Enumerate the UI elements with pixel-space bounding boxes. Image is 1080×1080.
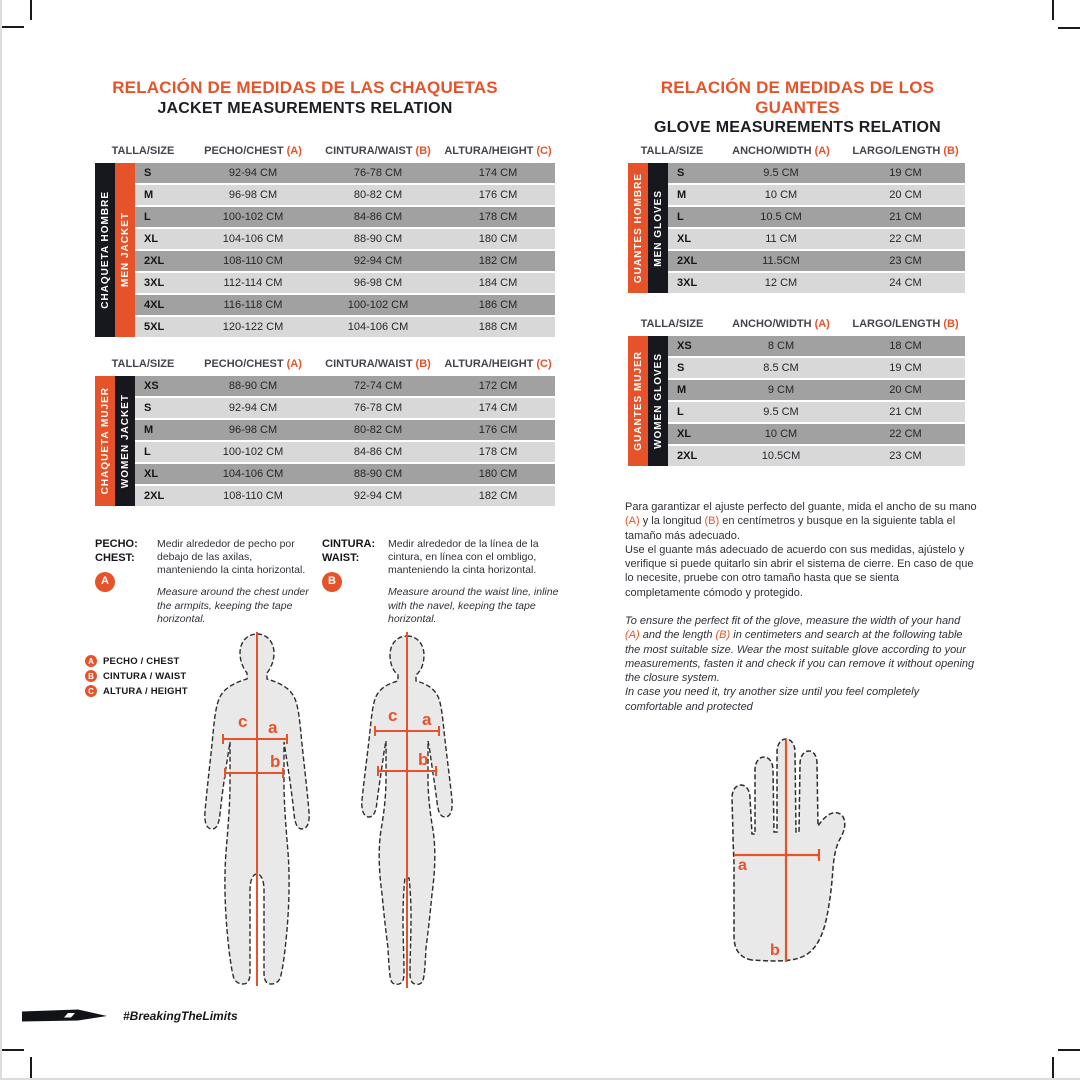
waist-measure-note [322,538,560,626]
jacket-title-es: RELACIÓN DE MEDIDAS DE LAS CHAQUETAS [112,78,498,97]
size-cell: XL [677,233,692,245]
header-length: LARGO/LENGTH (B) [852,144,959,157]
table-row [668,424,965,444]
length-cell: 18 CM [889,340,922,352]
table-row [135,486,555,506]
crop-mark-bottom-left-h [0,1049,24,1051]
hand-figure [732,739,845,961]
size-cell: M [677,384,687,396]
table-row [668,336,965,356]
table-header-row [95,356,555,371]
chest-cell: 88-90 CM [228,380,278,392]
table-row [135,398,555,418]
legend-label: CINTURA / WAIST [103,670,187,682]
length-cell: 21 CM [889,211,922,223]
length-cell: 23 CM [889,255,922,267]
side-label-es: CHAQUETA MUJER [95,376,115,506]
chest-cell: 120-122 CM [222,321,284,333]
waist-cell: 84-86 CM [353,446,403,458]
header-size: TALLA/SIZE [640,317,704,330]
glove-note-en-p2: In case you need it, try another size until you feel completely comfortable and protected [625,686,920,713]
header-chest: PECHO/CHEST (A) [204,144,302,157]
table-row [668,380,965,400]
glove-title-en: GLOVE MEASUREMENTS RELATION [654,119,941,137]
figure-label-a: a [268,718,278,737]
figure-label-a: a [422,710,432,729]
chest-cell: 96-98 CM [228,424,278,436]
crop-mark-top-left-v [30,0,32,20]
length-cell: 23 CM [889,450,922,462]
size-cell: XS [677,340,692,352]
height-cell: 174 CM [478,167,518,179]
height-cell: 180 CM [478,233,518,245]
size-cell: 3XL [144,277,165,289]
chest-label-es: PECHO: [95,538,138,550]
size-cell: 3XL [677,277,698,289]
glove-label-a: a [738,857,747,874]
side-label-en: WOMEN GLOVES [648,336,668,466]
height-cell: 182 CM [478,255,518,267]
size-cell: S [144,167,152,179]
size-cell: M [144,424,154,436]
waist-cell: 104-106 CM [347,321,409,333]
table-side-labels [95,376,135,506]
length-cell: 19 CM [889,167,922,179]
jacket-title-en: JACKET MEASUREMENTS RELATION [157,99,453,117]
figure-label-b: b [270,752,281,771]
width-cell: 8 CM [767,340,795,352]
legend-label: PECHO / CHEST [103,655,180,667]
legend-item-height [85,685,188,697]
height-cell: 182 CM [478,490,518,502]
chest-note-en: Measure around the chest under the armpits, keeping the tape horizontal. [157,586,309,625]
jacket-section-title [75,78,535,118]
length-cell: 20 CM [889,384,922,396]
waist-note-es: Medir alrededor de la línea de la cintura, en línea con el ombligo, manteniendo la cinta horizontal. [388,538,539,577]
length-cell: 21 CM [889,406,922,418]
waist-cell: 92-94 CM [353,490,403,502]
size-cell: 2XL [144,255,165,267]
table-row [668,358,965,378]
table-side-labels [628,163,668,293]
size-cell: 4XL [144,299,165,311]
size-cell: 2XL [144,490,165,502]
header-size: TALLA/SIZE [111,144,175,157]
table-row [668,251,965,271]
width-cell: 9 CM [767,384,795,396]
legend-item-chest [85,655,188,667]
width-cell: 11.5CM [762,255,800,267]
figure-label-b: b [418,750,429,769]
size-cell: L [144,211,151,223]
table-header-row [628,143,965,158]
side-label-en: MEN JACKET [115,163,135,337]
table-header-row [628,316,965,331]
height-cell: 178 CM [478,211,518,223]
size-cell: XL [677,428,692,440]
height-cell: 176 CM [478,424,518,436]
table-row [135,163,555,183]
crop-mark-top-right-v [1052,0,1054,20]
key-c-badge: C [85,685,97,697]
key-b-ref: (B) [704,515,720,528]
glove-women-table [628,316,965,466]
table-row [668,163,965,183]
table-row [668,185,965,205]
glove-men-table [628,143,965,293]
height-cell: 186 CM [478,299,518,311]
key-b-badge: B [85,670,97,682]
height-cell: 188 CM [478,321,518,333]
side-label-es: GUANTES HOMBRE [628,163,648,293]
glove-measurement-diagram [722,736,872,971]
height-cell: 176 CM [478,189,518,201]
table-row [668,229,965,249]
waist-label-en: WAIST: [322,551,360,564]
side-label-es: GUANTES MUJER [628,336,648,466]
key-a-ref: (A) [625,515,640,528]
size-cell: L [144,446,151,458]
width-cell: 10.5CM [761,450,801,462]
table-row [668,402,965,422]
header-chest: PECHO/CHEST (A) [204,357,302,370]
key-b-ref: (B) [715,629,731,642]
waist-cell: 100-102 CM [347,299,409,311]
width-cell: 9.5 CM [763,167,799,179]
jacket-men-table [95,143,555,337]
table-row [135,420,555,440]
key-a-badge: A [95,572,115,592]
table-row [135,295,555,315]
crop-mark-bottom-right-v [1052,1057,1054,1080]
waist-cell: 92-94 CM [353,255,403,267]
width-cell: 8.5 CM [763,362,799,374]
chest-cell: 108-110 CM [223,255,283,267]
size-cell: S [144,402,152,414]
waist-note-en: Measure around the waist line, inline with the navel, keeping the tape horizontal. [388,586,559,625]
legend-label: ALTURA / HEIGHT [103,685,188,697]
table-header-row [95,143,555,158]
height-cell: 178 CM [478,446,518,458]
key-b-badge: B [322,572,342,592]
glove-note-es-p1: Para garantizar el ajuste perfecto del guante, mida el ancho de su mano (A) y la longitud (B) en centímetros y busque en la siguiente tabla el tamaño más adecuado. [625,501,977,542]
header-size: TALLA/SIZE [111,357,175,370]
waist-label-es: CINTURA: [322,538,376,550]
table-row [135,251,555,271]
waist-cell: 76-78 CM [353,402,403,414]
chest-label-en: CHEST: [95,551,135,564]
chest-cell: 104-106 CM [222,468,284,480]
brand-swoosh-logo [22,1008,107,1024]
key-a-ref: (A) [625,629,640,642]
size-cell: XL [144,233,159,245]
glove-label-b: b [770,942,780,959]
header-length: LARGO/LENGTH (B) [852,317,959,330]
header-waist: CINTURA/WAIST (B) [325,144,431,157]
header-waist: CINTURA/WAIST (B) [325,357,431,370]
chest-note-es: Medir alrededor de pecho por debajo de las axilas, manteniendo la cinta horizontal. [157,538,306,577]
glove-note-en [625,614,977,714]
measurement-legend [85,655,188,700]
width-cell: 11 CM [765,233,797,245]
chest-cell: 92-94 CM [228,167,278,179]
header-size: TALLA/SIZE [640,144,704,157]
chest-cell: 92-94 CM [228,402,278,414]
width-cell: 12 CM [764,277,798,289]
size-cell: XL [144,468,159,480]
table-row [135,273,555,293]
waist-cell: 72-74 CM [353,380,403,392]
glove-note-en-p1: To ensure the perfect fit of the glove, measure the width of your hand (A) and the length (B) in centimeters and search at the following table the most suitable size. Wear the most suitable glove according to your measurements, fasten it and check if you can remove it without opening the closure system. [625,615,975,685]
side-label-es: CHAQUETA HOMBRE [95,163,115,337]
footer [22,1008,238,1024]
table-side-labels [95,163,135,337]
table-row [135,207,555,227]
width-cell: 10 CM [764,189,798,201]
side-label-en: MEN GLOVES [648,163,668,293]
size-cell: L [677,406,684,418]
chest-cell: 96-98 CM [228,189,278,201]
waist-cell: 88-90 CM [353,468,403,480]
size-cell: 2XL [677,255,698,267]
chest-cell: 112-114 CM [223,277,283,289]
crop-mark-top-right-h [1058,27,1080,29]
size-cell: S [677,167,685,179]
header-width: ANCHO/WIDTH (A) [732,144,830,157]
size-cell: M [144,189,154,201]
table-row [135,376,555,396]
waist-cell: 80-82 CM [353,424,403,436]
width-cell: 10.5 CM [760,211,802,223]
header-width: ANCHO/WIDTH (A) [732,317,830,330]
waist-cell: 84-86 CM [353,211,403,223]
height-cell: 174 CM [478,402,518,414]
side-label-en: WOMEN JACKET [115,376,135,506]
crop-mark-bottom-left-v [30,1057,32,1080]
figure-label-c: c [388,706,398,725]
glove-note-es-p2: Use el guante más adecuado de acuerdo con sus medidas, ajústelo y verifique si puede quitarlo sin abrir el sistema de cierre. En caso de que lo necesite, pruebe con otro tamaño hasta que se sienta completamente cómodo y protegido. [625,543,974,599]
figure-label-c: c [238,712,248,731]
size-cell: L [677,211,684,223]
chest-measure-note [95,538,315,626]
height-cell: 172 CM [478,380,518,392]
chest-cell: 116-118 CM [223,299,283,311]
crop-mark-top-left-h [0,26,24,28]
length-cell: 22 CM [889,233,922,245]
chest-cell: 100-102 CM [222,446,284,458]
table-side-labels [628,336,668,466]
body-measurement-diagram [182,628,482,996]
width-cell: 10 CM [764,428,798,440]
waist-cell: 96-98 CM [353,277,403,289]
header-height: ALTURA/HEIGHT (C) [444,144,552,157]
crop-mark-bottom-right-h [1058,1049,1080,1051]
legend-item-waist [85,670,188,682]
chest-cell: 104-106 CM [222,233,284,245]
table-row [668,273,965,293]
glove-note-es [625,500,977,600]
header-height: ALTURA/HEIGHT (C) [444,357,552,370]
jacket-women-table [95,356,555,506]
glove-title-es: RELACIÓN DE MEDIDAS DE LOS GUANTES [660,78,935,117]
table-row [668,446,965,466]
length-cell: 22 CM [889,428,922,440]
size-cell: XS [144,380,159,392]
table-row [135,229,555,249]
size-cell: M [677,189,687,201]
waist-cell: 80-82 CM [353,189,403,201]
table-row [135,185,555,205]
hashtag-text: #BreakingTheLimits [123,1009,238,1023]
glove-section-title [620,78,975,137]
length-cell: 20 CM [889,189,922,201]
waist-cell: 76-78 CM [353,167,403,179]
height-cell: 180 CM [478,468,518,480]
waist-cell: 88-90 CM [353,233,403,245]
chest-cell: 100-102 CM [222,211,284,223]
page-edge-left [0,0,2,1080]
chest-cell: 108-110 CM [223,490,283,502]
length-cell: 24 CM [889,277,922,289]
length-cell: 19 CM [889,362,922,374]
table-row [135,317,555,337]
height-cell: 184 CM [478,277,518,289]
table-row [668,207,965,227]
table-row [135,442,555,462]
width-cell: 9.5 CM [763,406,799,418]
size-cell: 2XL [677,450,698,462]
size-cell: 5XL [144,321,165,333]
table-row [135,464,555,484]
size-cell: S [677,362,685,374]
key-a-badge: A [85,655,97,667]
